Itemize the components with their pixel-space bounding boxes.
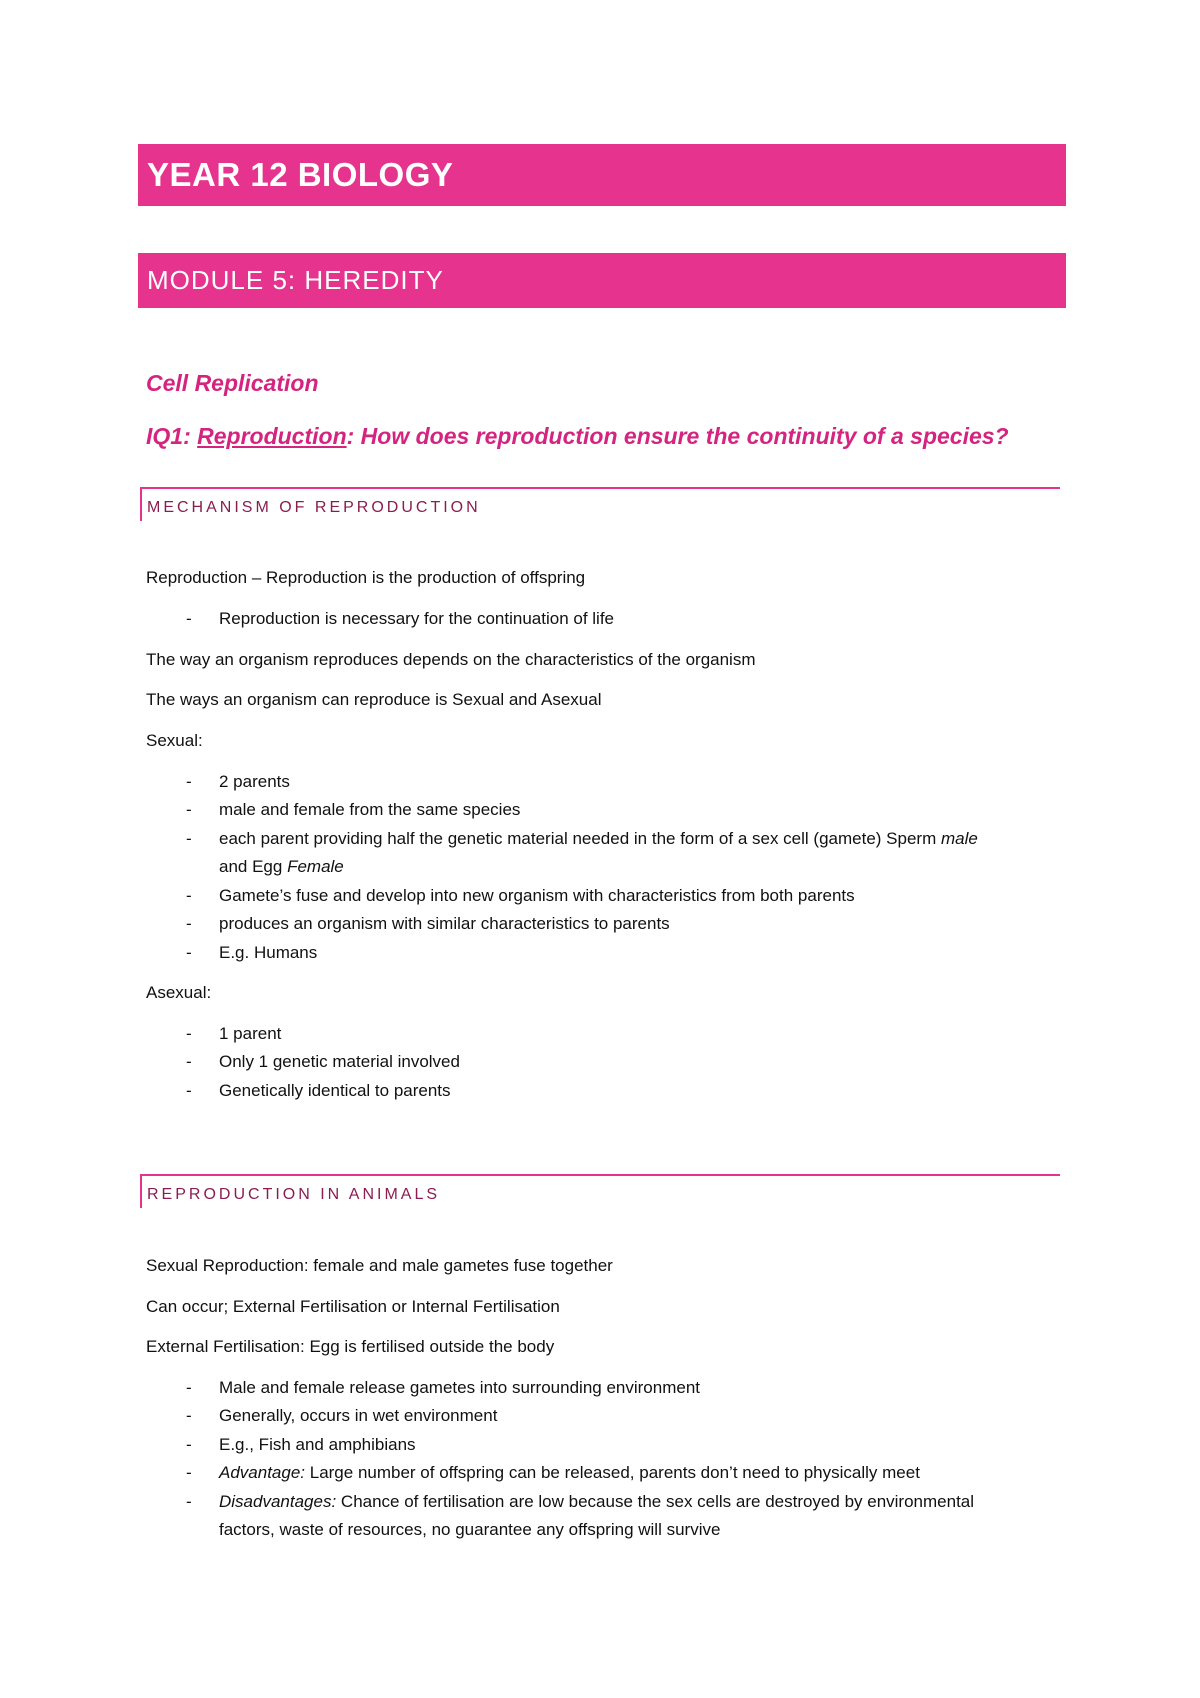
bullet-mark: - xyxy=(186,1406,192,1425)
bullet-mark: - xyxy=(186,829,192,848)
inquiry-prefix: IQ1: xyxy=(146,423,198,449)
section-heading-label: MECHANISM OF REPRODUCTION xyxy=(147,499,481,516)
document-title-banner xyxy=(138,144,1066,206)
list-item-continuation: factors, waste of resources, no guarantee any offspring will survive xyxy=(219,1520,721,1539)
section-heading-label: REPRODUCTION IN ANIMALS xyxy=(147,1186,441,1203)
list-item-advantage: Advantage: Large number of offspring can be released, parents don’t need to physically meet xyxy=(219,1463,920,1482)
list-item: Gamete’s fuse and develop into new organism with characteristics from both parents xyxy=(219,886,855,905)
bullet-mark: - xyxy=(186,914,192,933)
section-heading-mechanism xyxy=(140,487,1060,521)
asexual-label: Asexual: xyxy=(146,983,212,1002)
list-item: each parent providing half the genetic material needed in the form of a sex cell (gamete) Sperm male xyxy=(219,829,978,848)
list-item: produces an organism with similar characteristics to parents xyxy=(219,914,670,933)
bullet-mark: - xyxy=(186,886,192,905)
bullet-mark: - xyxy=(186,609,192,628)
module-banner xyxy=(138,253,1066,308)
list-item: male and female from the same species xyxy=(219,800,521,819)
sexual-label: Sexual: xyxy=(146,731,203,750)
bullet-mark: - xyxy=(186,1435,192,1454)
bullet-mark: - xyxy=(186,1052,192,1071)
list-item-continuation: and Egg Female xyxy=(219,857,344,876)
list-item: 1 parent xyxy=(219,1024,282,1043)
module-title: MODULE 5: HEREDITY xyxy=(147,265,444,295)
paragraph-line: The ways an organism can reproduce is Sexual and Asexual xyxy=(146,690,602,709)
definition-line: Reproduction – Reproduction is the production of offspring xyxy=(146,568,586,587)
bullet-mark: - xyxy=(186,1492,192,1511)
inquiry-text: : How does reproduction ensure the continuity of a species? xyxy=(346,423,1009,449)
list-item-disadvantage: Disadvantages: Chance of fertilisation are low because the sex cells are destroyed by environmental xyxy=(219,1492,975,1511)
paragraph-line: The way an organism reproduces depends on the characteristics of the organism xyxy=(146,650,756,669)
paragraph-line: External Fertilisation: Egg is fertilised outside the body xyxy=(146,1337,555,1356)
bullet-mark: - xyxy=(186,1378,192,1397)
bullet-mark: - xyxy=(186,800,192,819)
bullet-mark: - xyxy=(186,1081,192,1100)
list-item: E.g., Fish and amphibians xyxy=(219,1435,416,1454)
list-item: Genetically identical to parents xyxy=(219,1081,451,1100)
list-item: Only 1 genetic material involved xyxy=(219,1052,460,1071)
section-heading-animals xyxy=(140,1174,1060,1208)
bullet-mark: - xyxy=(186,943,192,962)
inquiry-question xyxy=(146,423,1009,450)
paragraph-line: Sexual Reproduction: female and male gametes fuse together xyxy=(146,1256,613,1275)
list-item: Male and female release gametes into surrounding environment xyxy=(219,1378,700,1397)
list-item: 2 parents xyxy=(219,772,290,791)
bullet-mark: - xyxy=(186,1024,192,1043)
list-item: Generally, occurs in wet environment xyxy=(219,1406,498,1425)
inquiry-keyword: Reproduction xyxy=(197,423,347,449)
document-title: YEAR 12 BIOLOGY xyxy=(147,156,454,193)
bullet-mark: - xyxy=(186,1463,192,1482)
paragraph-line: Can occur; External Fertilisation or Internal Fertilisation xyxy=(146,1297,560,1316)
list-item: E.g. Humans xyxy=(219,943,318,962)
topic-heading: Cell Replication xyxy=(146,370,319,396)
bullet-mark: - xyxy=(186,772,192,791)
list-item: Reproduction is necessary for the continuation of life xyxy=(219,609,615,628)
